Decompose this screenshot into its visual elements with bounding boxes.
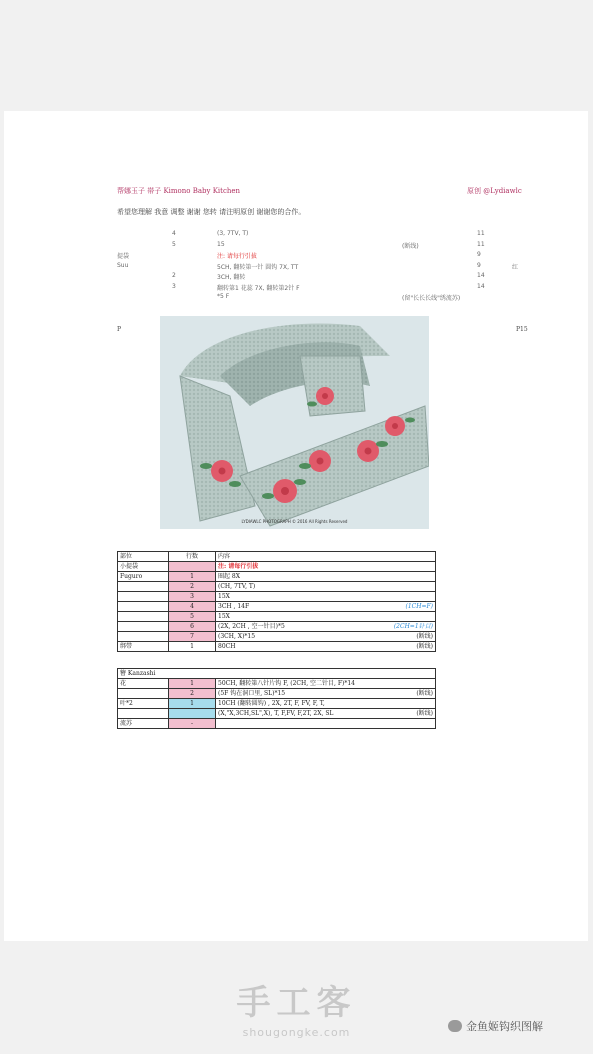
- crochet-scarf-illustration: [160, 316, 429, 529]
- table-row: Fuguro 1 圈起 8X: [118, 572, 436, 582]
- table-row: *5 F (留"长长长线"绣流苏): [217, 293, 461, 302]
- site-url: shougongke.com: [242, 1026, 351, 1039]
- kanzashi-title: 簪 Kanzashi: [118, 669, 436, 679]
- table-row: 流苏 -: [118, 719, 436, 729]
- header-part: 部位: [118, 552, 169, 562]
- header-content: 内容: [216, 552, 436, 562]
- table-row: 4 3CH , 14F (1CH=F): [118, 602, 436, 612]
- page-number-left: P: [117, 326, 122, 333]
- upper-table: [117, 229, 527, 303]
- document-page: [4, 111, 588, 941]
- table-row: 2 (5F 钩在洞口里, SL)*15 (断线): [118, 689, 436, 699]
- watermark: [448, 1018, 543, 1034]
- table-row: 绑带 1 80CH (断线): [118, 642, 436, 652]
- table-row: Suu 5CH, 翻转第一针 圆钩 7X, TT 9 红: [117, 261, 519, 271]
- table-row: 6 (2X, 2CH , 空一针目)*5 (2CH=1针目): [118, 622, 436, 632]
- table-row: 花 1 50CH, 翻转第八针片钩 F, (2CH, 空二针目, F)*14: [118, 679, 436, 689]
- table-row: 3 翻转第1 花蕊 7X, 翻转第2针 F 14: [172, 282, 485, 292]
- table-row: (X,"X,3CH,SL",X), T, F,FV, F,2T, 2X, SL (断线): [118, 709, 436, 719]
- copyright-notice: 希望您理解 我意 调整 谢谢 您转 请注明原创 谢谢您的合作。: [117, 208, 306, 216]
- document-title: 帮娜玉子 帯子 Kimono Baby Kitchen: [117, 187, 241, 195]
- page-number-right: P15: [516, 326, 528, 333]
- table-row: 叶*2 1 10CH (翻转圆钩) , 2X, 2T, F, FV, F, T,: [118, 699, 436, 709]
- table-row: 7 (3CH, X)*15 (断线): [118, 632, 436, 642]
- table-row: 小提袋 注: 请每行引拔: [118, 562, 436, 572]
- table-row: 提袋 注: 请每行引拔 9: [117, 251, 481, 260]
- pattern-table: [117, 551, 436, 652]
- product-photo: [160, 316, 429, 529]
- header-rows: 行数: [169, 552, 216, 562]
- table-row: 2 (CH, 7TV, T): [118, 582, 436, 592]
- original-author: 原创 @Lydiawlc: [467, 187, 522, 195]
- table-row: 4 (3, 7TV, T) 11: [172, 230, 485, 237]
- watermark-text: 金鱼姬钩织图解: [466, 1020, 543, 1033]
- table-row: 5 15 (断线) 11: [172, 240, 485, 250]
- site-logo: 手工客: [236, 983, 357, 1023]
- table-row: 2 3CH, 翻转 14: [172, 272, 485, 281]
- table-row: 3 15X: [118, 592, 436, 602]
- photo-caption: LYDIAWLC PHOTOGRAPH © 2016 All Rights Reserved: [241, 519, 348, 524]
- wechat-icon: [448, 1020, 462, 1032]
- table-row: 5 15X: [118, 612, 436, 622]
- kanzashi-table: [117, 668, 436, 729]
